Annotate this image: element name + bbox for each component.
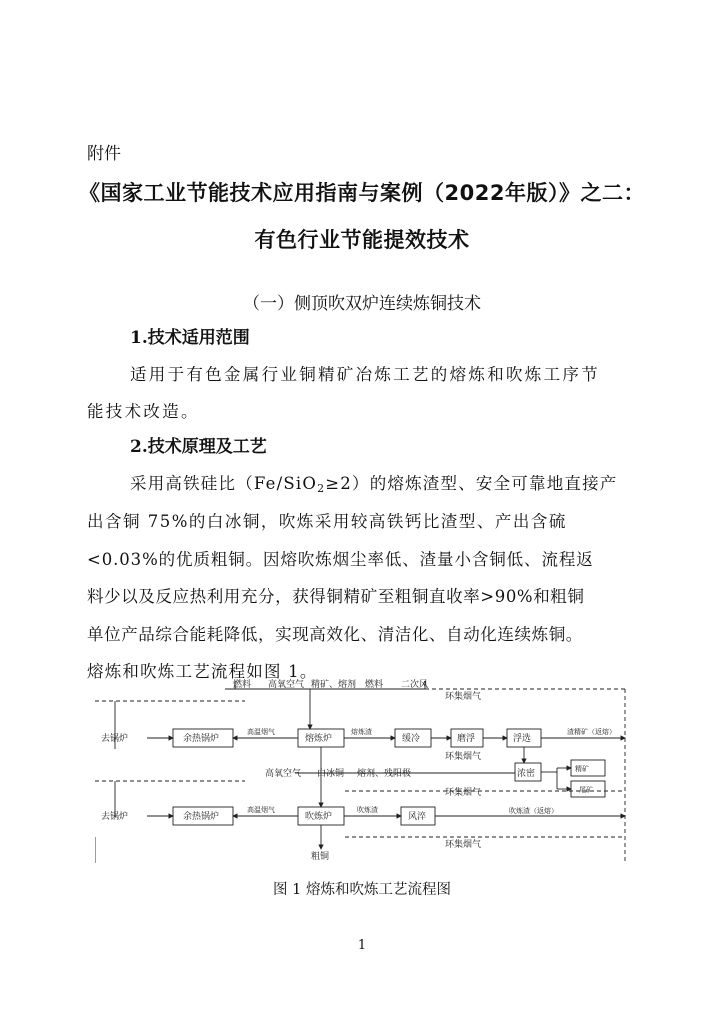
label-white-matte: 白冰铜 [317, 769, 345, 779]
figure-caption: 图 1 熔炼和吹炼工艺流程图 [273, 882, 451, 898]
box-thickener: 浓密 [517, 769, 536, 779]
label-high-temp-gas-bottom: 高温烟气 [247, 806, 275, 814]
box-converting-furnace: 吹炼炉 [305, 812, 333, 822]
label-high-temp-gas-top: 高温烟气 [247, 728, 275, 736]
label-oxygen-air-mid: 高氧空气 [265, 769, 302, 779]
box-waste-boiler-bottom: 余热锅炉 [183, 812, 220, 822]
part2-line-2: 出含铜 75%的白冰铜，吹炼采用较高铁钙比渣型、产出含硫 [87, 512, 567, 531]
label-env-gas-top: 环集烟气 [445, 692, 482, 702]
label-env-gas-bottom: 环集烟气 [445, 840, 482, 850]
label-flux-cold: 熔剂、残阳极 [357, 769, 412, 779]
label-concentrate-flux: 精矿、熔剂 [311, 680, 357, 690]
part2-line-1-subscript: 2 [317, 482, 326, 495]
box-tailings: 尾矿 [579, 786, 593, 794]
part1-line-1: 适用于有色金属行业铜精矿冶炼工艺的熔炼和吹炼工序节 [130, 365, 600, 384]
part1-heading: 1.技术适用范围 [130, 328, 250, 348]
label-to-boiler-bottom: 去锅炉 [101, 812, 129, 822]
label-feed: 燃料 [365, 680, 384, 690]
label-blister-copper: 粗铜 [311, 852, 330, 862]
label-env-gas-mid2: 环集烟气 [445, 788, 482, 798]
document-title-line2: 有色行业节能提效技术 [254, 228, 470, 252]
part2-line-4: 料少以及反应热利用充分，获得铜精矿至粗铜直收率>90%和粗铜 [87, 587, 585, 606]
document-title-line1: 《国家工业节能技术应用指南与案例（2022年版）》之二： [79, 181, 645, 205]
attachment-label: 附件 [87, 144, 121, 164]
section-heading: （一）侧顶吹双炉连续炼铜技术 [243, 294, 481, 314]
process-flow-diagram [95, 677, 635, 863]
part2-line-5: 单位产品综合能耗降低，实现高效化、清洁化、自动化连续炼铜。 [87, 625, 583, 644]
box-smelting-furnace: 熔炼炉 [305, 734, 333, 744]
label-molten-slag: 熔炼渣 [351, 728, 372, 736]
label-fuel: 燃料 [233, 680, 252, 690]
box-flotation: 浮选 [513, 734, 532, 744]
label-oxygen-air-top: 高氧空气 [268, 680, 305, 690]
box-water-quench: 风淬 [408, 812, 427, 822]
part2-line-3: <0.03%的优质粗铜。因熔吹炼烟尘率低、渣量小含铜低、流程返 [87, 550, 594, 569]
label-blow-slag: 吹炼渣 [357, 806, 378, 814]
label-to-boiler-top: 去锅炉 [101, 734, 129, 744]
box-waste-boiler-top: 余热锅炉 [183, 734, 220, 744]
box-filter-cake: 精矿 [575, 765, 589, 773]
box-slow-cooling: 缓冷 [402, 734, 421, 744]
label-return: 二次风 [401, 680, 429, 690]
part1-line-2: 能技术改造。 [87, 402, 200, 421]
part2-line-6: 熔炼和吹炼工艺流程如图 1。 [87, 662, 318, 681]
part2-line-1-a: 采用高铁硅比（Fe/SiO [130, 474, 318, 493]
label-concentrate-return: 渣精矿（返熔） [567, 728, 616, 736]
label-env-gas-mid: 环集烟气 [445, 752, 482, 762]
box-grinding: 磨浮 [457, 734, 476, 744]
page-number: 1 [357, 938, 367, 953]
part2-line-1 [130, 470, 618, 495]
part2-heading: 2.技术原理及工艺 [130, 437, 267, 457]
label-slag-return: 吹炼渣（返熔） [509, 807, 558, 815]
part2-line-1-b: ≥2）的熔炼渣型、安全可靠地直接产 [325, 474, 618, 493]
